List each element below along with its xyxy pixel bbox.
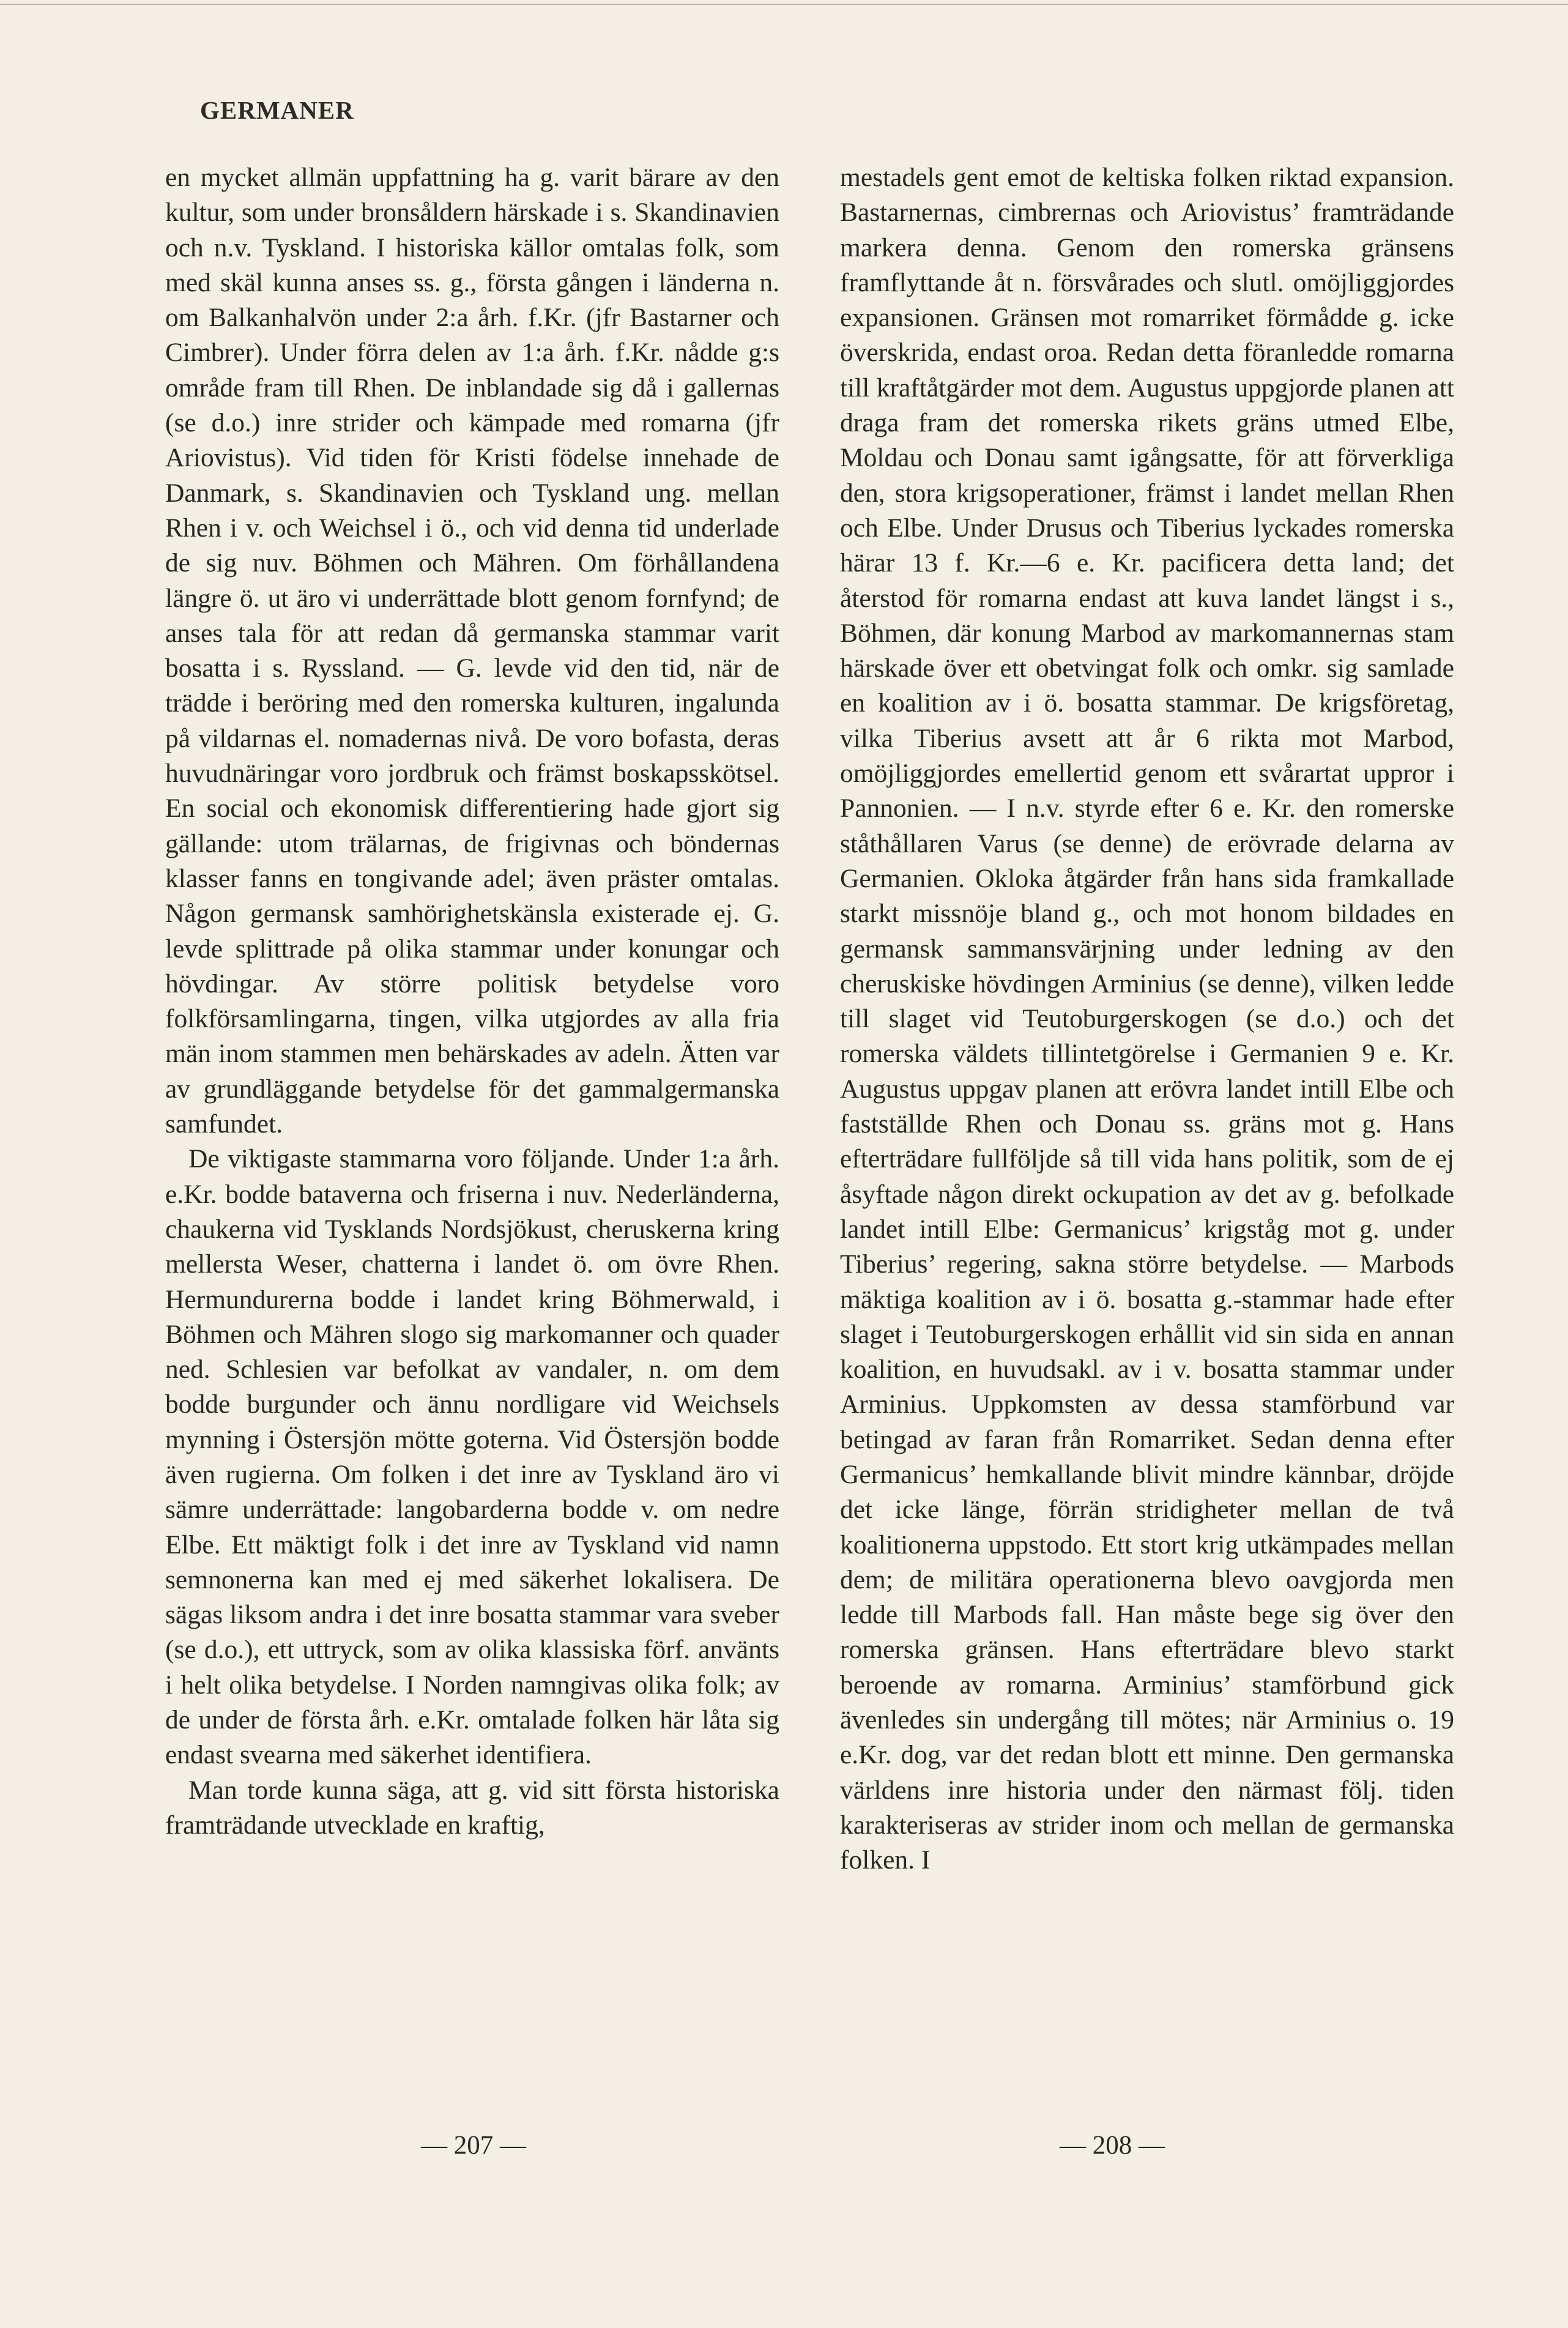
paragraph: mestadels gent emot de keltiska folken riktad expansion. Bastarnernas, cimbrernas och Ariovistus’ framträdande markera denna. Genom den romerska gränsens framflyttande åt n. försvårades och slutl. omöjliggjordes expansionen. Gränsen mot romarriket förmådde g. icke överskrida, endast oroa. Redan detta föranledde romarna till kraftåtgärder mot dem. Augustus uppgjorde planen att draga fram det romerska rikets gräns utmed Elbe, Moldau och Donau samt igångsatte, för att förverkliga den, stora krigsoperationer, främst i landet mellan Rhen och Elbe. Under Drusus och Tiberius lyckades romerska härar 13 f. Kr.—6 e. Kr. pacificera detta land; det återstod för romarna endast att kuva landet längst i s., Böhmen, där konung Marbod av markomannernas stam härskade över ett obetvingat folk och omkr. sig samlade en koalition av i ö. bosatta stammar. De krigsföretag, vilka Tiberius avsett att år 6 rikta mot Marbod, omöjliggjordes emellertid genom ett svårartat uppror i Pannonien. — I n.v. styrde efter 6 e. Kr. den romerske ståthållaren Varus (se denne) de erövrade delarna av Germanien. Okloka åtgärder från hans sida framkallade starkt missnöje bland g., och mot honom bildades en germansk sammansvärjning under ledning av den cheruskiske hövdingen Arminius (se denne), vilken ledde till slaget vid Teutoburgerskogen (se d.o.) och det romerska väldets tillintetgörelse i Germanien 9 e. Kr. Augustus uppgav planen att erövra landet intill Elbe och fastställde Rhen och Donau ss. gräns mot g. Hans efterträdare fullföljde så till vida hans politik, som de ej åsyftade någon direkt ockupation av det av g. befolkade landet intill Elbe: Germanicus’ krigståg mot g. under Tiberius’ regering, sakna större betydelse. — Marbods mäktiga koalition av i ö. bosatta g.-stammar hade efter slaget i Teutoburgerskogen erhållit vid sin sida en annan koalition, en huvudsakl. av i v. bosatta stammar under Arminius. Uppkomsten av dessa stamförbund var betingad av faran från Romarriket. Sedan denna efter Germanicus’ hemkallande blivit mindre kännbar, dröjde det icke länge, förrän stridigheter mellan de två koalitionerna uppstodo. Ett stort krig utkämpades mellan dem; de militära operationerna blevo oavgjorda men ledde till Marbods fall. Han måste bege sig över den romerska gränsen. Hans efterträdare blevo starkt beroende av romarna. Arminius’ stamförbund gick ävenledes sin undergång till mötes; när Arminius o. 19 e.Kr. dog, var det redan blott ett minne. Den germanska världens inre historia under den närmast följ. tiden karakteriseras av strider inom och mellan de germanska folken. I [840,163,1454,1875]
top-rule [0,4,1568,5]
right-column [840,160,1454,1878]
left-column [165,160,779,1843]
page-number-right: — 208 — [1060,2131,1165,2160]
page-number-left: — 207 — [421,2131,526,2160]
paragraph: en mycket allmän uppfattning ha g. varit bärare av den kultur, som under bronsåldern härskade i s. Skandinavien och n.v. Tyskland. I historiska källor omtalas folk, som med skäl kunna anses ss. g., första gången i länderna n. om Balkanhalvön under 2:a årh. f.Kr. (jfr Bastarner och Cimbrer). Under förra delen av 1:a årh. f.Kr. nådde g:s område fram till Rhen. De inblandade sig då i gallernas (se d.o.) inre strider och kämpade med romarna (jfr Ariovistus). Vid tiden för Kristi födelse innehade de Danmark, s. Skandinavien och Tyskland ung. mellan Rhen i v. och Weichsel i ö., och vid denna tid underlade de sig nuv. Böhmen och Mähren. Om förhållandena längre ö. ut äro vi underrättade blott genom fornfynd; de anses tala för att redan då germanska stammar varit bosatta i s. Ryssland. — G. levde vid den tid, när de trädde i beröring med den romerska kulturen, ingalunda på vildarnas el. nomadernas nivå. De voro bofasta, deras huvudnäringar voro jordbruk och främst boskapsskötsel. En social och ekonomisk differentiering hade gjort sig gällande: utom trälarnas, de frigivnas och böndernas klasser fanns en tongivande adel; även präster omtalas. Någon germansk samhörighetskänsla existerade ej. G. levde splittrade på olika stammar under konungar och hövdingar. Av större politisk betydelse voro folkförsamlingarna, tingen, vilka utgjordes av alla fria män inom stammen men behärskades av adeln. Ätten var av grundläggande betydelse för det gammalgermanska samfundet. [165,163,779,1139]
running-header: GERMANER [200,96,354,124]
paragraph: Man torde kunna säga, att g. vid sitt första historiska framträdande utvecklade en kraftig, [165,1775,779,1840]
paragraph: De viktigaste stammarna voro följande. Under 1:a årh. e.Kr. bodde bataverna och friserna i nuv. Nederländerna, chaukerna vid Tysklands Nordsjökust, cheruskerna kring mellersta Weser, chatterna i landet ö. om övre Rhen. Hermundurerna bodde i landet kring Böhmerwald, i Böhmen och Mähren slogo sig markomanner och quader ned. Schlesien var befolkat av vandaler, n. om dem bodde burgunder och ännu nordligare vid Weichsels mynning i Östersjön mötte goterna. Vid Östersjön bodde även rugierna. Om folken i det inre av Tyskland äro vi sämre underrättade: langobarderna bodde v. om nedre Elbe. Ett mäktigt folk i det inre av Tyskland vid namn semnonerna kan med ej med säkerhet lokalisera. De sägas liksom andra i det inre bosatta stammar vara sveber (se d.o.), ett uttryck, som av olika klassiska förf. använts i helt olika betydelse. I Norden namngivas olika folk; av de under de första årh. e.Kr. omtalade folken här låta sig endast svearna med säkerhet identifiera. [165,1144,779,1770]
